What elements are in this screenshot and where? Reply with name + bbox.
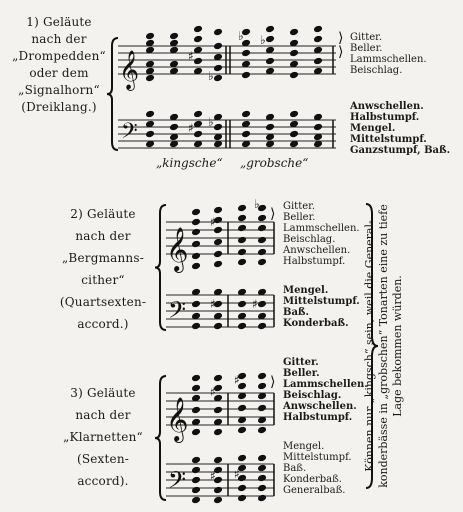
section2-line: accord.) (77, 317, 129, 331)
treble-clef-icon: 𝄞 (166, 227, 189, 271)
section1-line: „Signalhorn“ (18, 83, 100, 97)
voice-bracket-icon: ⟩ (270, 374, 276, 390)
chord-note (257, 300, 267, 309)
chord-note (265, 123, 275, 132)
section3-line: (Sexten- (76, 452, 130, 466)
chord-note (289, 71, 299, 80)
voice-label: Ganzstumpf, Baß. (350, 145, 451, 156)
voice-label: Anwschellen. (283, 401, 357, 412)
chord-note (289, 28, 299, 37)
chord-note (257, 404, 267, 413)
chord-note (257, 372, 267, 381)
chord-note (213, 486, 223, 495)
voice-label: Beller. (350, 43, 383, 54)
system-brace (155, 376, 166, 500)
chord-note (213, 428, 223, 437)
flat-icon: ♭ (238, 29, 244, 43)
chord-note (241, 110, 251, 119)
sharp-icon: ♯ (210, 469, 216, 483)
bass-clef-icon: 𝄢 (121, 119, 138, 149)
chord-note (257, 214, 267, 223)
chord-note (191, 466, 201, 475)
side-note-line: Können nur „kingsch“ sein, weil die General- (363, 220, 376, 472)
section1-line: oder dem (29, 66, 89, 80)
caption-grobsche: „grobsche“ (240, 156, 309, 170)
voice-label: Baß. (283, 307, 310, 318)
chord-note (213, 238, 223, 247)
treble-clef-icon: 𝄞 (119, 50, 140, 90)
flat-icon: ♭ (208, 115, 214, 129)
chord-note (241, 49, 251, 58)
chord-note (213, 28, 223, 37)
sharp-icon: ♯ (210, 385, 216, 399)
chord-note (237, 322, 247, 331)
chord-note (257, 494, 267, 503)
section2-line: cither“ (81, 273, 125, 287)
section2-line: 2) Geläute (70, 207, 136, 221)
chord-note (213, 406, 223, 415)
sharp-icon: ♯ (188, 121, 194, 135)
chord-note (237, 484, 247, 493)
chord-note (191, 300, 201, 309)
chord-note (257, 248, 267, 257)
caption-kingsche: „kingsche“ (156, 156, 223, 170)
system-brace (107, 38, 118, 150)
chord-note (191, 406, 201, 415)
section3-line: nach der (75, 408, 131, 422)
treble-clef-icon: 𝄞 (166, 397, 189, 441)
voice-label: Gitter. (283, 201, 316, 212)
voice-label: Konderbaß. (283, 474, 342, 485)
sharp-icon: ♯ (252, 297, 258, 311)
voice-bracket-icon: ⟩ (270, 206, 276, 222)
chord-note (213, 74, 223, 83)
section1-line: „Drompedden“ (12, 49, 106, 63)
chord-note (191, 374, 201, 383)
voice-label: Generalbaß. (283, 485, 346, 496)
section1-line: (Dreiklang.) (21, 100, 97, 114)
chord-note (237, 454, 247, 463)
chord-note (313, 123, 323, 132)
chord-note (191, 428, 201, 437)
bass-clef-icon: 𝄢 (168, 296, 187, 329)
chord-note (145, 74, 155, 83)
chord-note (191, 218, 201, 227)
chord-note (257, 236, 267, 245)
chord-note (193, 110, 203, 119)
side-note-line: Lage bekommen würden. (391, 275, 404, 417)
sharp-icon: ♯ (210, 215, 216, 229)
section3-line: „Klarnetten“ (63, 430, 143, 444)
chord-note (191, 208, 201, 217)
chord-note (169, 123, 179, 132)
chord-note (237, 404, 247, 413)
chord-note (169, 32, 179, 41)
chord-note (257, 464, 267, 473)
voice-label: Anwschellen. (350, 101, 424, 112)
voice-label: Beller. (283, 212, 316, 223)
chord-note (289, 110, 299, 119)
voice-label: Lammschellen. (350, 54, 427, 65)
voice-label: Halbstumpf. (283, 412, 353, 423)
chord-note (313, 57, 323, 66)
voice-label: Konderbaß. (283, 318, 349, 329)
voice-label: Halbstumpf. (350, 112, 420, 123)
chord-note (191, 476, 201, 485)
chord-note (237, 204, 247, 213)
voice-label: Mengel. (283, 285, 329, 296)
chord-note (237, 300, 247, 309)
sharp-icon: ♯ (234, 467, 240, 481)
chord-note (191, 252, 201, 261)
voice-bracket-icon: ⟩ (338, 44, 344, 60)
chord-note (241, 130, 251, 139)
chord-note (213, 64, 223, 73)
voice-label: Halbstumpf. (283, 256, 346, 267)
chord-note (213, 496, 223, 505)
flat-icon: ♭ (260, 33, 266, 47)
chord-note (193, 35, 203, 44)
voice-label: Beischlag. (283, 390, 342, 401)
voice-label: Beischlag. (350, 65, 403, 76)
chord-note (257, 454, 267, 463)
section3-line: accord). (77, 474, 129, 488)
chord-note (191, 228, 201, 237)
voice-label: Anwschellen. (283, 245, 351, 256)
chord-note (193, 57, 203, 66)
chord-note (213, 42, 223, 51)
voice-label: Mittelstumpf. (283, 296, 360, 307)
chord-note (191, 456, 201, 465)
side-note-line: konderbässe in „grobschen“ Tonarten eine zu tiefe (377, 204, 390, 488)
chord-note (313, 35, 323, 44)
section2-line: (Quartsexten- (59, 295, 147, 309)
chord-note (313, 25, 323, 34)
voice-label: Beller. (283, 368, 320, 379)
chord-note (191, 322, 201, 331)
chord-note (237, 224, 247, 233)
chord-note (265, 57, 275, 66)
chord-note (213, 260, 223, 269)
voice-label: Baß. (283, 463, 307, 474)
voice-label: Lammschellen. (283, 379, 368, 390)
chord-note (191, 262, 201, 271)
voice-label: Lammschellen. (283, 223, 360, 234)
voice-bracket-icon: ⟩ (338, 30, 344, 46)
chord-note (257, 474, 267, 483)
sharp-icon: ♯ (234, 373, 240, 387)
sharp-icon: ♯ (210, 297, 216, 311)
chord-note (213, 123, 223, 132)
flat-icon: ♭ (208, 69, 214, 83)
bass-clef-icon: 𝄢 (168, 466, 187, 499)
chord-note (193, 130, 203, 139)
chord-note (193, 25, 203, 34)
chord-note (289, 49, 299, 58)
chord-note (265, 35, 275, 44)
chord-note (237, 236, 247, 245)
system-brace (155, 205, 166, 330)
voice-label: Mittelstumpf. (350, 134, 427, 145)
chord-note (241, 71, 251, 80)
chord-note (145, 32, 155, 41)
section1-line: nach der (31, 32, 87, 46)
chord-note (237, 426, 247, 435)
section2-line: „Bergmanns- (62, 251, 144, 265)
voice-label: Beischlag. (283, 234, 336, 245)
section1-line: 1) Geläute (26, 15, 92, 29)
section2-line: nach der (75, 229, 131, 243)
chord-note (257, 484, 267, 493)
chord-note (237, 494, 247, 503)
chord-note (237, 258, 247, 267)
flat-icon: ♭ (254, 197, 260, 211)
chord-note (237, 214, 247, 223)
voice-label: Mengel. (283, 441, 325, 452)
chord-note (257, 426, 267, 435)
chord-note (257, 322, 267, 331)
chord-note (237, 248, 247, 257)
chord-note (213, 374, 223, 383)
chord-note (191, 240, 201, 249)
voice-label: Gitter. (283, 357, 319, 368)
section3-line: 3) Geläute (70, 386, 136, 400)
chord-note (257, 224, 267, 233)
chord-note (257, 382, 267, 391)
chord-note (213, 456, 223, 465)
voice-label: Mengel. (350, 123, 396, 134)
chord-note (257, 258, 267, 267)
chord-note (213, 206, 223, 215)
chord-note (191, 384, 201, 393)
chord-note (213, 322, 223, 331)
side-note-brace (366, 204, 378, 488)
chord-note (213, 250, 223, 259)
chord-note (191, 486, 201, 495)
chord-note (145, 110, 155, 119)
chord-note (191, 496, 201, 505)
sharp-icon: ♯ (188, 49, 194, 63)
chord-note (145, 130, 155, 139)
chord-note (289, 130, 299, 139)
voice-label: Gitter. (350, 32, 383, 43)
voice-label: Mittelstumpf. (283, 452, 352, 463)
chord-note (265, 25, 275, 34)
